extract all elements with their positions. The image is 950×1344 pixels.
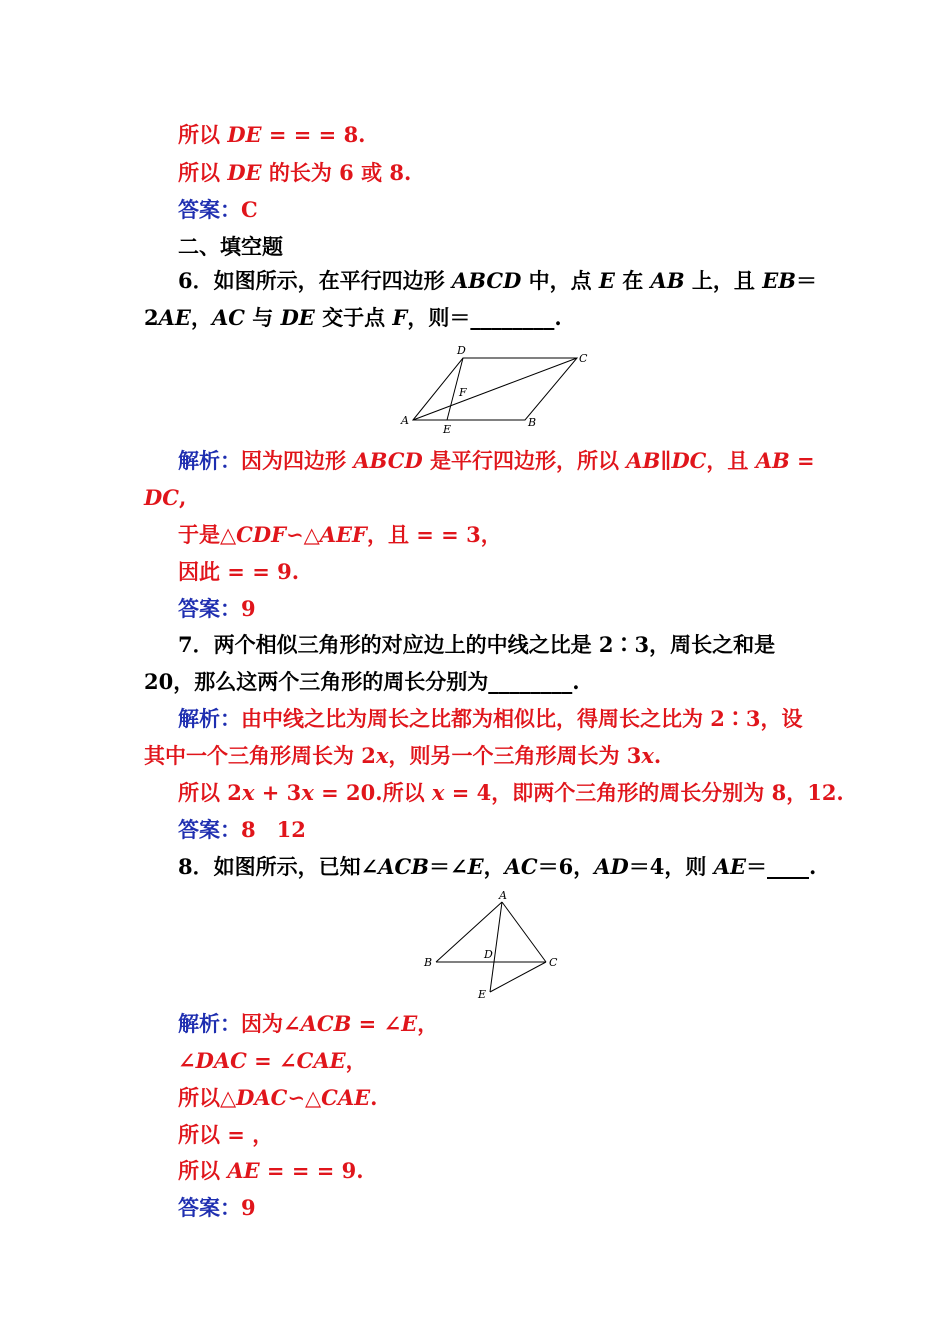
label-c: C xyxy=(579,352,588,365)
q7-solution-line-1: 解析：由中线之比为周长之比都为相似比，得周长之比为 2∶3，设 xyxy=(178,706,803,731)
label-a: A xyxy=(499,889,507,902)
q6-stem-line-1: 6．如图所示，在平行四边形 ABCD 中，点 E 在 AB 上，且 EB＝ xyxy=(178,268,817,293)
label-e: E xyxy=(443,423,452,436)
q8-solution-line-3: 所以△DAC∽△CAE. xyxy=(178,1085,378,1110)
label-e: E xyxy=(478,988,487,1001)
q8-triangle-figure xyxy=(418,888,568,1004)
q6-parallelogram-figure xyxy=(395,340,595,440)
q8-answer: 答案：9 xyxy=(178,1195,256,1220)
q7-answer: 答案：8 12 xyxy=(178,817,306,842)
q6-stem-line-2: 2AE，AC 与 DE 交于点 F，则＝________. xyxy=(144,305,562,330)
label-d: D xyxy=(457,344,466,357)
q7-solution-line-3: 所以 2x + 3x = 20.所以 x = 4，即两个三角形的周长分别为 8，12. xyxy=(178,780,844,805)
q6-solution-line-3: 于是△CDF∽△AEF，且 = = 3， xyxy=(178,522,502,547)
q7-stem-line-2: 20，那么这两个三角形的周长分别为________. xyxy=(144,669,580,694)
q5-solution-line-2: 所以 DE 的长为 6 或 8. xyxy=(178,160,412,185)
q6-solution-line-1: 解析：因为四边形 ABCD 是平行四边形，所以 AB∥DC，且 AB = xyxy=(178,448,815,473)
segment-ec xyxy=(490,962,546,992)
q6-solution-line-4: 因此 = = 9. xyxy=(178,559,300,584)
q6-answer: 答案：9 xyxy=(178,596,256,621)
segment-ac xyxy=(502,902,546,962)
q5-answer: 答案：C xyxy=(178,197,258,222)
q8-stem: 8．如图所示，已知∠ACB＝∠E，AC＝6，AD＝4，则 AE＝____. xyxy=(178,854,817,879)
q7-solution-line-2: 其中一个三角形周长为 2x，则另一个三角形周长为 3x. xyxy=(144,743,662,768)
segment-ae xyxy=(490,902,502,992)
q8-solution-line-2: ∠DAC = ∠CAE， xyxy=(178,1048,367,1073)
label-b: B xyxy=(528,416,537,429)
label-d: D xyxy=(484,948,493,961)
label-b: B xyxy=(424,956,433,969)
label-a: A xyxy=(401,414,409,427)
q5-solution-line-1: 所以 DE = = = 8. xyxy=(178,122,366,147)
q8-solution-line-5: 所以 AE = = = 9. xyxy=(178,1158,364,1183)
label-c: C xyxy=(549,956,558,969)
q8-solution-line-1: 解析：因为∠ACB = ∠E， xyxy=(178,1011,439,1036)
q6-solution-line-2: DC, xyxy=(144,485,187,510)
q8-solution-line-4: 所以 = ， xyxy=(178,1122,274,1147)
label-f: F xyxy=(459,386,467,399)
section-title: 二、填空题 xyxy=(178,234,283,259)
q7-stem-line-1: 7．两个相似三角形的对应边上的中线之比是 2∶3，周长之和是 xyxy=(178,632,776,657)
